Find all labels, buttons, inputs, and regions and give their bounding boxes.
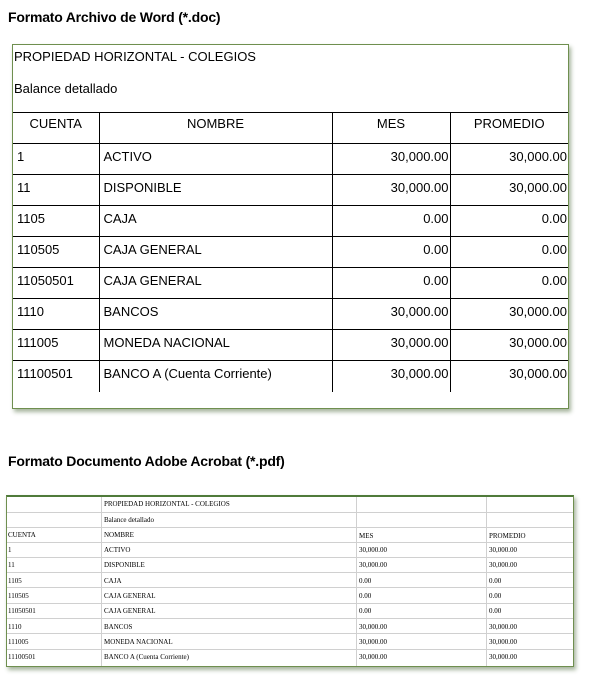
cell-mes: 30,000.00 — [332, 299, 450, 330]
word-table-row — [13, 175, 568, 206]
cell-cuenta: 110505 — [13, 237, 99, 268]
pdf-cell-promedio: 30,000.00 — [489, 653, 517, 662]
pdf-cell-nombre: MONEDA NACIONAL — [104, 637, 173, 646]
cell-mes: 30,000.00 — [332, 330, 450, 361]
pdf-cell-cuenta: 1 — [8, 546, 12, 554]
word-table-row — [13, 206, 568, 237]
pdf-col-header-mes: MES — [359, 532, 374, 540]
pdf-cell-mes: 30,000.00 — [359, 546, 387, 554]
word-table-row — [13, 361, 568, 392]
cell-nombre: BANCO A (Cuenta Corriente) — [99, 361, 332, 392]
pdf-report-subtitle: Balance detallado — [104, 516, 154, 524]
cell-promedio: 30,000.00 — [450, 330, 568, 361]
cell-cuenta: 1105 — [13, 206, 99, 237]
cell-nombre: ACTIVO — [99, 144, 332, 175]
cell-mes: 30,000.00 — [332, 361, 450, 392]
pdf-report-frame — [6, 495, 574, 667]
cell-mes: 0.00 — [332, 268, 450, 299]
cell-cuenta: 11100501 — [13, 361, 99, 392]
word-table-row — [13, 237, 568, 268]
pdf-cell-cuenta: 11 — [8, 561, 15, 570]
word-report-subtitle: Balance detallado — [14, 81, 118, 96]
pdf-col-header-promedio: PROMEDIO — [489, 532, 526, 540]
pdf-cell-mes: 30,000.00 — [359, 561, 387, 570]
pdf-cell-nombre: ACTIVO — [104, 546, 131, 554]
pdf-cell-nombre: CAJA — [104, 576, 122, 585]
cell-mes: 0.00 — [332, 206, 450, 237]
pdf-cell-promedio: 30,000.00 — [489, 622, 517, 631]
cell-promedio: 0.00 — [450, 268, 568, 299]
pdf-cell-promedio: 30,000.00 — [489, 546, 517, 554]
col-header-nombre: NOMBRE — [99, 113, 332, 144]
cell-cuenta: 1110 — [13, 299, 99, 330]
cell-promedio: 30,000.00 — [450, 299, 568, 330]
cell-promedio: 0.00 — [450, 206, 568, 237]
pdf-cell-nombre: BANCOS — [104, 622, 133, 631]
cell-mes: 30,000.00 — [332, 144, 450, 175]
cell-cuenta: 11050501 — [13, 268, 99, 299]
cell-promedio: 0.00 — [450, 237, 568, 268]
pdf-col-header-nombre: NOMBRE — [104, 531, 134, 539]
pdf-cell-nombre: DISPONIBLE — [104, 561, 145, 570]
pdf-cell-mes: 0.00 — [359, 607, 372, 616]
cell-mes: 0.00 — [332, 237, 450, 268]
word-header-row — [13, 113, 568, 144]
cell-cuenta: 111005 — [13, 330, 99, 361]
pdf-cell-mes: 30,000.00 — [359, 653, 387, 662]
cell-promedio: 30,000.00 — [450, 361, 568, 392]
pdf-cell-mes: 30,000.00 — [359, 637, 387, 646]
cell-nombre: MONEDA NACIONAL — [99, 330, 332, 361]
col-header-promedio: PROMEDIO — [450, 113, 568, 144]
pdf-cell-promedio: 0.00 — [489, 607, 502, 616]
pdf-format-heading: Formato Documento Adobe Acrobat (*.pdf) — [8, 453, 285, 469]
pdf-cell-promedio: 30,000.00 — [489, 561, 517, 570]
word-report-frame — [12, 44, 569, 409]
cell-nombre: CAJA GENERAL — [99, 237, 332, 268]
cell-nombre: CAJA GENERAL — [99, 268, 332, 299]
pdf-cell-promedio: 0.00 — [489, 576, 502, 585]
cell-promedio: 30,000.00 — [450, 144, 568, 175]
cell-promedio: 30,000.00 — [450, 175, 568, 206]
word-table-row — [13, 144, 568, 175]
word-format-heading: Formato Archivo de Word (*.doc) — [8, 9, 221, 25]
col-header-cuenta: CUENTA — [13, 113, 99, 144]
word-table-row — [13, 299, 568, 330]
pdf-cell-mes: 0.00 — [359, 576, 372, 585]
pdf-cell-nombre: BANCO A (Cuenta Corriente) — [104, 653, 189, 662]
word-report-title: PROPIEDAD HORIZONTAL - COLEGIOS — [14, 49, 256, 64]
pdf-cell-cuenta: 11100501 — [8, 653, 36, 662]
cell-mes: 30,000.00 — [332, 175, 450, 206]
cell-nombre: BANCOS — [99, 299, 332, 330]
pdf-cell-cuenta: 11050501 — [8, 607, 36, 616]
pdf-cell-nombre: CAJA GENERAL — [104, 607, 156, 616]
pdf-cell-mes: 0.00 — [359, 591, 372, 600]
word-balance-table — [13, 112, 568, 392]
pdf-col-header-cuenta: CUENTA — [8, 531, 36, 539]
cell-nombre: DISPONIBLE — [99, 175, 332, 206]
word-table-row — [13, 330, 568, 361]
pdf-cell-cuenta: 110505 — [8, 591, 29, 600]
cell-cuenta: 1 — [13, 144, 99, 175]
pdf-report-title: PROPIEDAD HORIZONTAL - COLEGIOS — [104, 500, 230, 508]
pdf-cell-promedio: 30,000.00 — [489, 637, 517, 646]
cell-nombre: CAJA — [99, 206, 332, 237]
pdf-cell-cuenta: 111005 — [8, 637, 29, 646]
pdf-cell-promedio: 0.00 — [489, 591, 502, 600]
col-header-mes: MES — [332, 113, 450, 144]
pdf-cell-cuenta: 1110 — [8, 622, 22, 631]
pdf-cell-cuenta: 1105 — [8, 576, 22, 585]
word-table-row — [13, 268, 568, 299]
cell-cuenta: 11 — [13, 175, 99, 206]
pdf-cell-nombre: CAJA GENERAL — [104, 591, 156, 600]
pdf-cell-mes: 30,000.00 — [359, 622, 387, 631]
